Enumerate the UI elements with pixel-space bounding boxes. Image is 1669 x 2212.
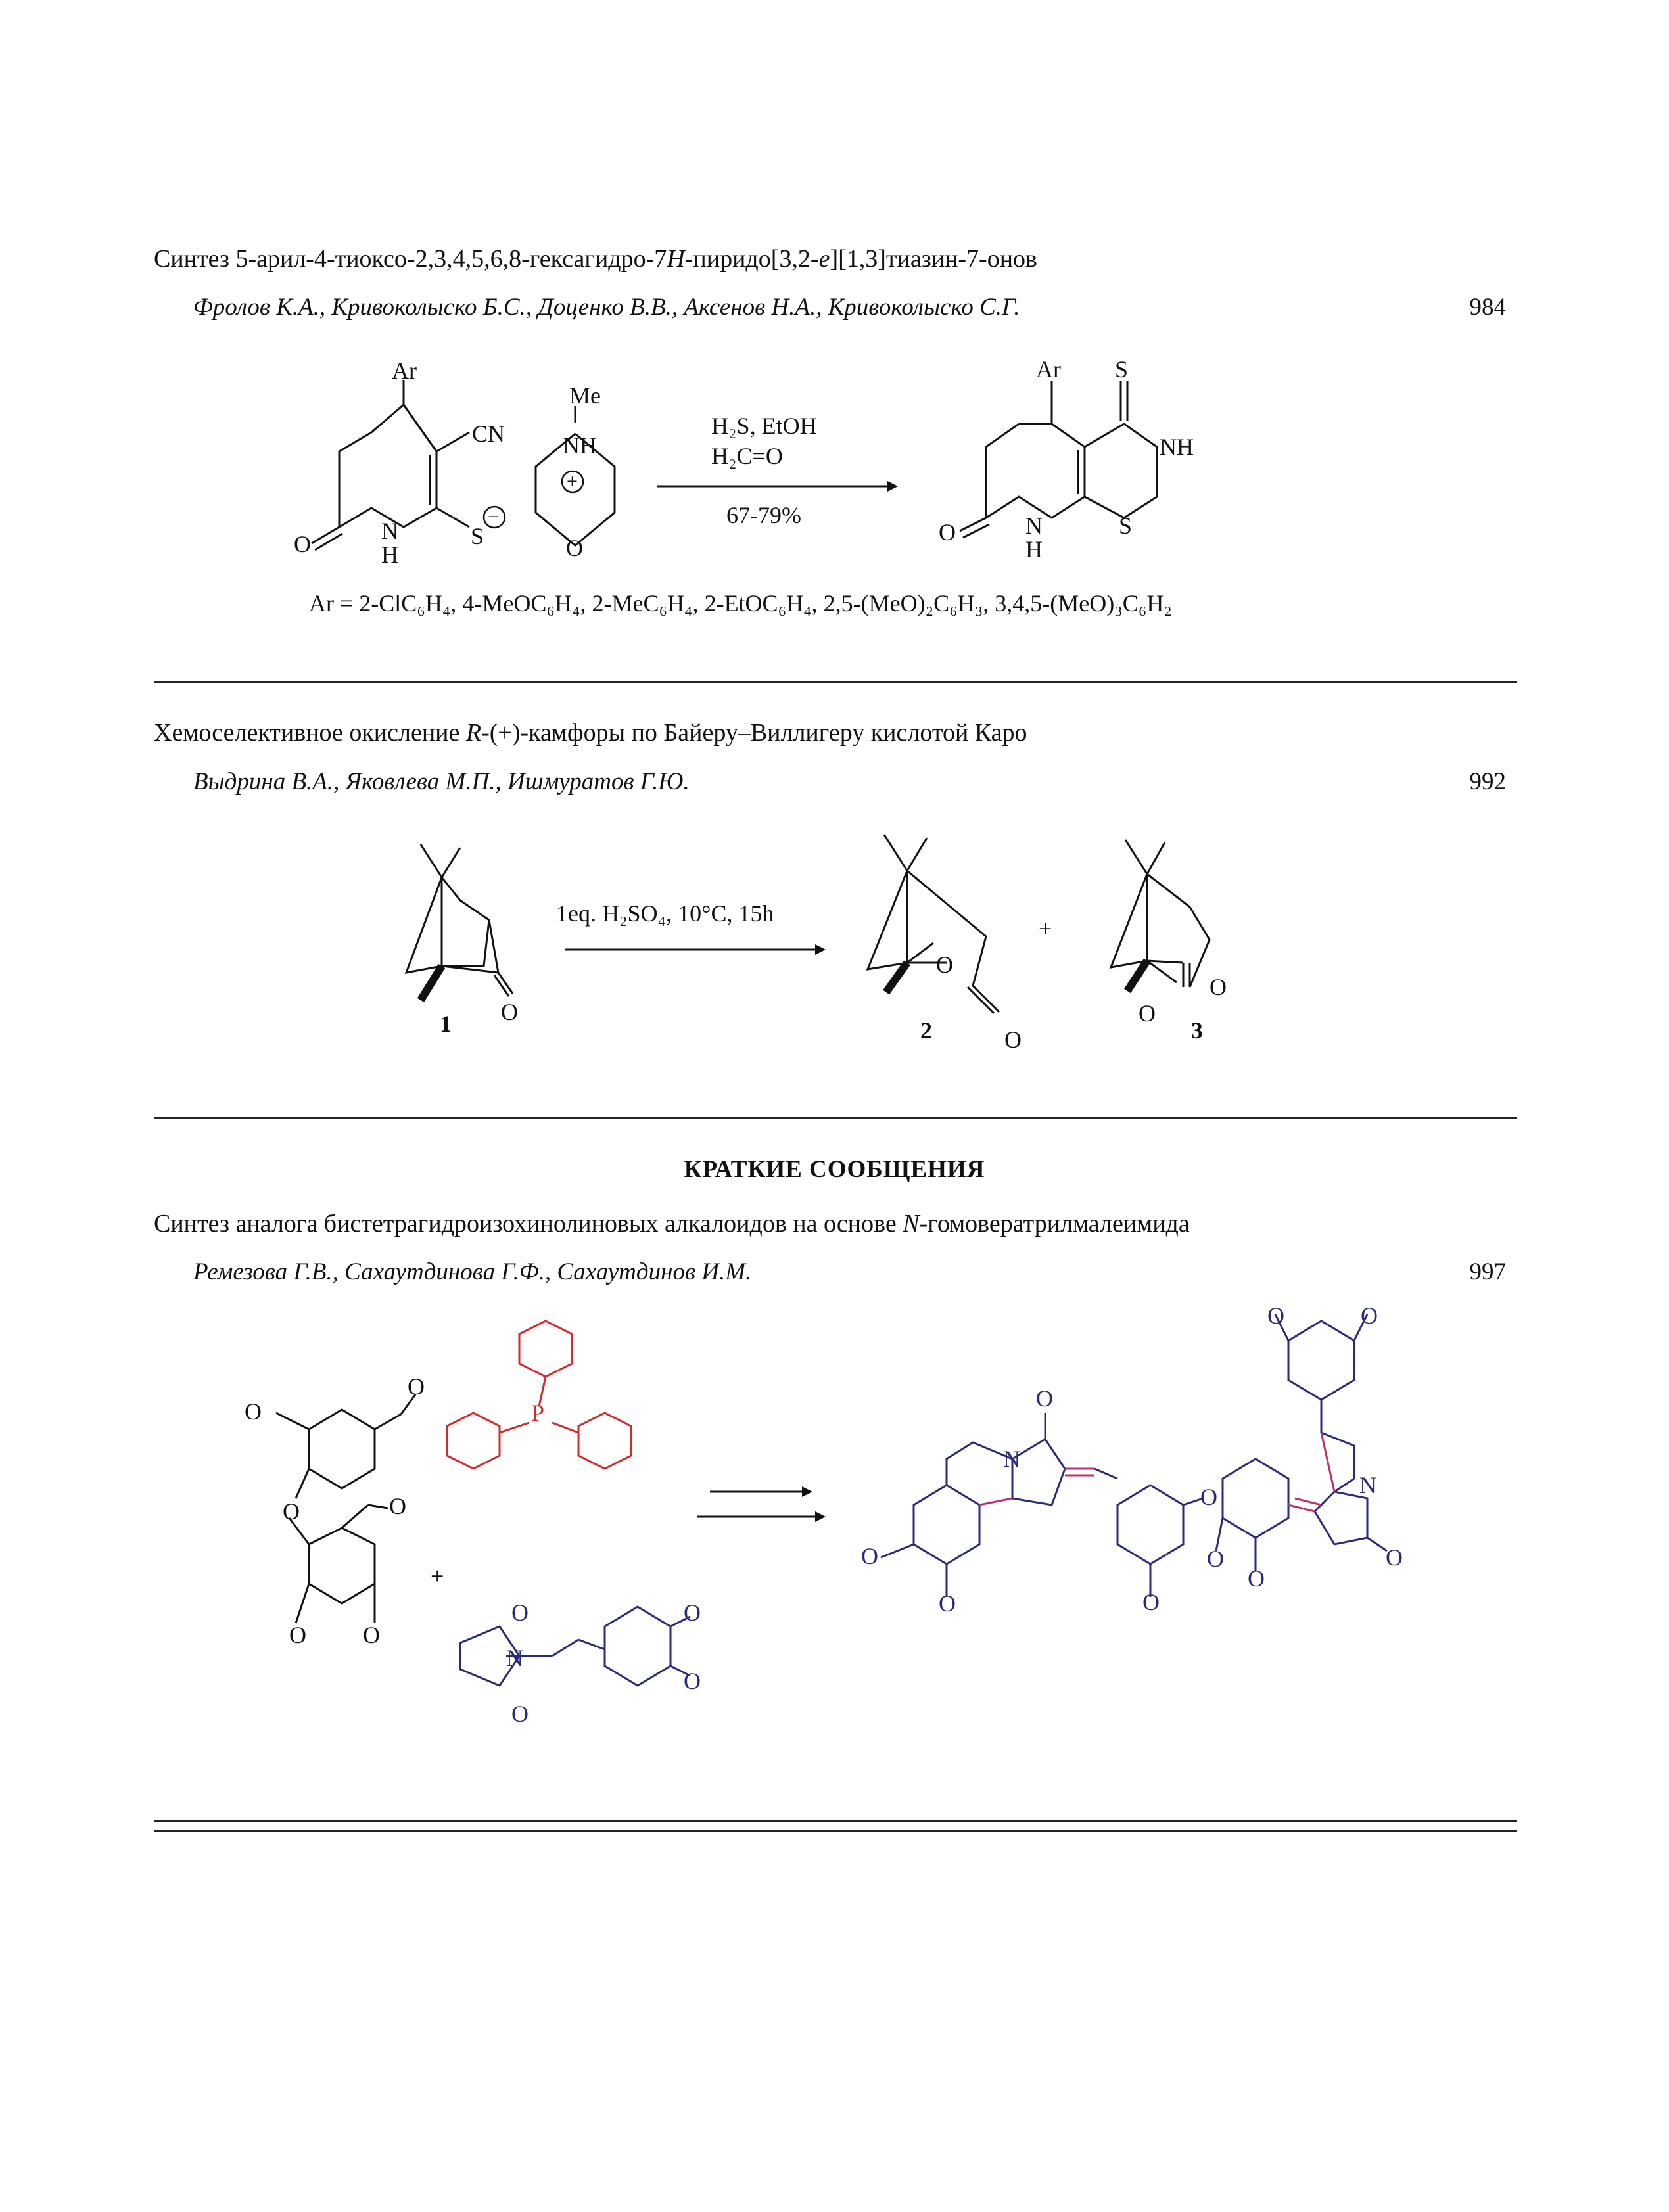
scheme-1-morpholine-o: O [566,535,583,561]
scheme-2-camphor-oxidation [0,815,1669,1084]
scheme-1-nh-label: NH [563,432,597,459]
entry-2-title [154,718,1027,747]
entry-3-authors: Ремезова Г.В., Сахаутдинова Г.Ф., Сахаутдинов И.М. [193,1258,752,1285]
scheme-3-product-methoxy-o-1: O [861,1543,878,1569]
scheme-3-product-methoxy-o-3: O [1142,1589,1160,1615]
scheme-3-maleimide-o-1: O [511,1600,529,1626]
scheme-2-lactone3-ring-o: O [1210,974,1227,1000]
scheme-2-camphor-o: O [501,999,518,1025]
scheme-1-me-label: Me [569,382,601,409]
scheme-1-thiolate-s: S [471,523,484,549]
scheme-3-product [881,1314,1387,1597]
scheme-1-product-ring-h: H [1025,536,1043,563]
entry-1-title-part-c: -пиридо[3,2- [684,245,819,273]
entry-1-title-part-b: H [667,245,685,273]
scheme-3-veratryl-o-2: O [684,1668,701,1694]
scheme-3-product-methoxy-o-7: O [1361,1308,1378,1329]
scheme-1-product-ring-n: N [1025,513,1043,539]
scheme-3-maleimide-o-2: O [511,1701,529,1727]
entry-1-title [154,244,1037,273]
scheme-3-product-methoxy-o-6: O [1267,1308,1284,1329]
scheme-3-methoxy-o-2: O [289,1622,306,1648]
scheme-3-product-ether-o: O [1200,1484,1217,1510]
scheme-2-compound-label-1: 1 [440,1011,452,1037]
scheme-2-compound-label-2: 2 [920,1017,932,1044]
scheme-1-product-carbonyl-o: O [939,519,956,545]
scheme-3-aldehyde-o-2: O [389,1493,406,1519]
scheme-3-aldehyde-o-1: O [408,1373,425,1400]
separator-3-bottom [154,1830,1517,1832]
scheme-3-triphenylphosphine [447,1321,631,1469]
scheme-3-methoxy-o-3: O [363,1622,380,1648]
entry-2-title-part-b: R [465,719,482,747]
scheme-1-product-nh: NH [1160,434,1194,460]
scheme-3-ether-o: O [283,1498,300,1525]
scheme-2-lactone2-ring-o: O [936,952,953,978]
scheme-3-maleimide-n: N [506,1645,523,1671]
separator-1 [154,681,1517,683]
scheme-1-thiazine-synthesis [0,355,1669,644]
scheme-2-conditions: 1eq. H₂SO₄, 10°C, 15h [556,900,774,927]
scheme-1-minus-charge: − [488,506,499,528]
entry-1-title-part-d: e [818,245,830,273]
separator-2 [154,1117,1517,1119]
scheme-1-cn-label: CN [472,421,505,447]
scheme-3-product-lactam-o-2: O [1386,1544,1403,1571]
scheme-1-reagent-line-2: H₂C=O [711,443,783,469]
scheme-2-plus: + [1039,915,1052,942]
entry-1-title-part-a: Синтез 5-арил-4-тиоксо-2,3,4,5,6,8-гексагидро-7 [154,245,667,273]
scheme-1-plus-charge: + [567,471,578,492]
entry-2-title-part-a: Хемоселективное окисление [154,719,466,747]
entry-1-authors: Фролов К.А., Кривоколыско Б.С., Доценко В.В., Аксенов Н.А., Кривоколыско С.Г. [193,294,1020,321]
scheme-1-ar-definition: Ar = 2-ClC₆H₄, 4-MeOC₆H₄, 2-MeC₆H₄, 2-EtOC₆H₄, 2,5-(MeO)₂C₆H₃, 3,4,5-(MeO)₃C₆H₂ [309,590,1172,616]
entry-3-page-number[interactable]: 997 [1469,1258,1506,1285]
scheme-1-product-ring-s: S [1119,513,1133,539]
scheme-1-ring-n: N [381,518,398,544]
entry-3-title-part-a: Синтез аналога бистетрагидроизохинолиновых алкалоидов на основе [154,1210,903,1237]
scheme-3-alkaloid-analog-synthesis [0,1308,1669,1768]
scheme-3-phosphorus: P [531,1400,545,1426]
entry-3-title [154,1209,1190,1238]
scheme-1-ring-h: H [381,541,398,568]
entry-3-title-part-c: -гомовератрилмалеимида [919,1210,1190,1237]
scheme-3-product-n-2: N [1359,1472,1376,1498]
scheme-2-lactone3-carbonyl-o: O [1139,1000,1156,1026]
scheme-1-ar-label: Ar [392,357,417,384]
scheme-2-compound-label-3: 3 [1191,1017,1203,1044]
scheme-3-plus: + [431,1563,444,1589]
scheme-3-methoxy-o: O [245,1398,262,1425]
scheme-1-carbonyl-o: O [294,531,311,557]
scheme-3-product-methoxy-o-2: O [939,1590,956,1617]
scheme-1-reagent-line-1: H₂S, EtOH [711,413,817,439]
scheme-3-product-n-1: N [1003,1446,1020,1472]
entry-2-page-number[interactable]: 992 [1469,768,1506,795]
entry-2-authors: Выдрина В.А., Яковлева М.П., Ишмуратов Г.Ю. [193,768,690,795]
scheme-1-product-thione-s: S [1115,356,1129,382]
entry-2-title-part-c: -(+)-камфоры по Байеру–Виллигеру кислотой Каро [481,719,1027,747]
scheme-3-veratryl-o-1: O [684,1600,701,1626]
scheme-3-maleimide [460,1607,690,1686]
scheme-1-yield: 67-79% [726,502,801,528]
entry-3-title-part-b: N [903,1210,920,1237]
entry-1-title-part-e: ][1,3]тиазин-7-онов [830,245,1037,273]
scheme-3-product-lactam-o-1: O [1036,1385,1053,1412]
section-heading: КРАТКИЕ СООБЩЕНИЯ [684,1156,985,1183]
scheme-1-product-ar-label: Ar [1036,356,1061,382]
separator-3-top [154,1820,1517,1822]
scheme-2-lactone2-carbonyl-o: O [1004,1026,1022,1053]
entry-1-page-number[interactable]: 984 [1469,294,1506,321]
scheme-3-product-methoxy-o-5: O [1248,1565,1265,1592]
scheme-3-product-methoxy-o-4: O [1207,1546,1224,1572]
